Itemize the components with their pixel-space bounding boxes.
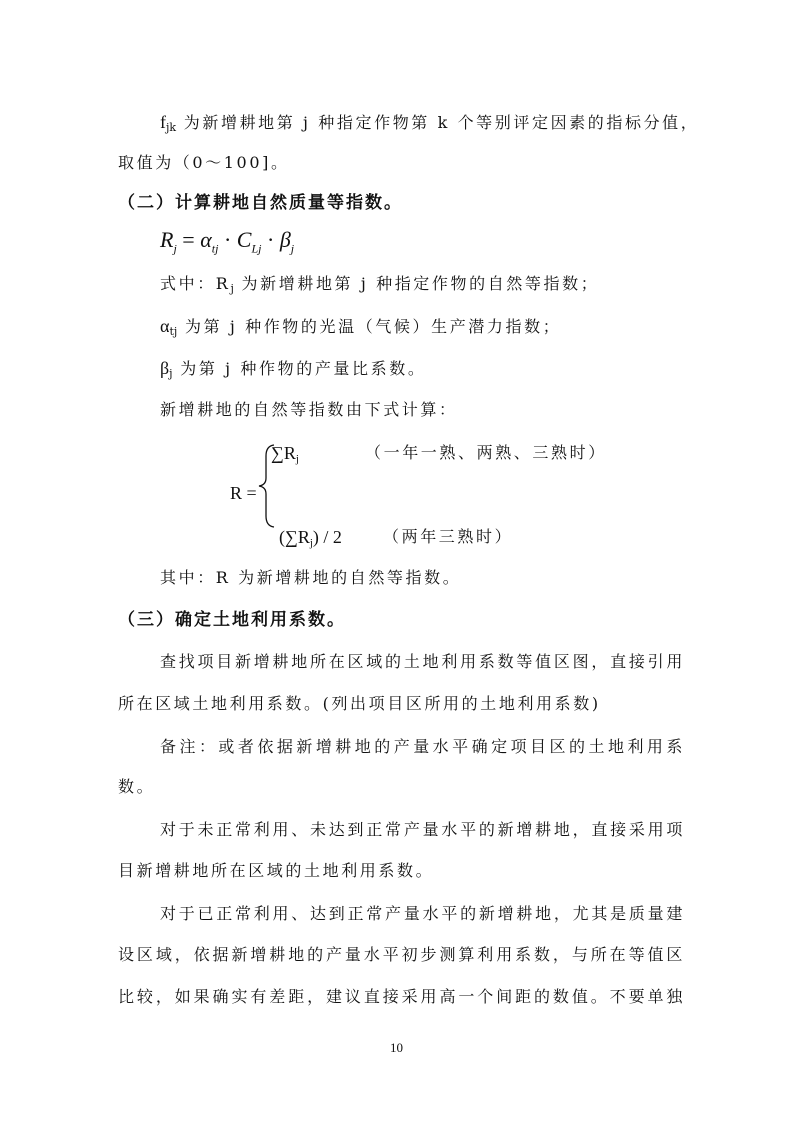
paragraph-line: 设区域，依据新增耕地的产量水平初步测算利用系数，与所在等值区	[118, 945, 685, 964]
paragraph-line: 对于已正常利用、达到正常产量水平的新增耕地，尤其是质量建	[160, 904, 685, 923]
brace-symbol	[258, 444, 276, 528]
paragraph-line: 数。	[118, 777, 156, 796]
paragraph-line: 取值为（0～100]。	[118, 153, 290, 172]
definition-beta: $\beta_j$ 为第 j 种作物的产量比系数。	[160, 358, 427, 380]
formula-rj: $R_j = \alpha_{tj} \cdot C_{Lj} \cdot \beta_j$	[160, 227, 295, 256]
case2-expression: $(\sum R_j) / 2$	[279, 527, 342, 549]
paragraph-line: 目新增耕地所在区域的土地利用系数。	[118, 861, 435, 880]
page-number: 10	[390, 1040, 403, 1055]
paragraph-line: 所在区域土地利用系数。(列出项目区所用的土地利用系数)	[118, 694, 601, 713]
paragraph-line: $f_{jk}$ 为新增耕地第 j 种指定作物第 k 个等别评定因素的指标分值，	[160, 112, 700, 134]
case2-note: （两年三熟时）	[383, 527, 514, 546]
section-heading-3: （三）确定土地利用系数。	[118, 610, 346, 630]
case1-note: （一年一熟、两熟、三熟时）	[365, 443, 607, 462]
definition-alpha: $\alpha_{tj}$ 为第 j 种作物的光温（气候）生产潜力指数；	[160, 316, 562, 338]
paragraph-line: 其中：R 为新增耕地的自然等指数。	[160, 568, 462, 587]
paragraph-line: 备注：或者依据新增耕地的产量水平确定项目区的土地利用系	[160, 737, 685, 756]
case1-expression: $\sum R_j$	[271, 443, 299, 465]
r-equals: R =	[230, 483, 257, 503]
section-heading-2: （二）计算耕地自然质量等指数。	[118, 193, 403, 213]
paragraph-line: 新增耕地的自然等指数由下式计算：	[160, 400, 458, 419]
paragraph-line: 查找项目新增耕地所在区域的土地利用系数等值区图，直接引用	[160, 652, 685, 671]
paragraph-line: 比较，如果确实有差距，建议直接采用高一个间距的数值。不要单独	[118, 987, 685, 1006]
paragraph-line: 对于未正常利用、未达到正常产量水平的新增耕地，直接采用项	[160, 820, 685, 839]
definition-rj: 式中：$R_j$ 为新增耕地第 j 种指定作物的自然等指数；	[160, 274, 600, 295]
